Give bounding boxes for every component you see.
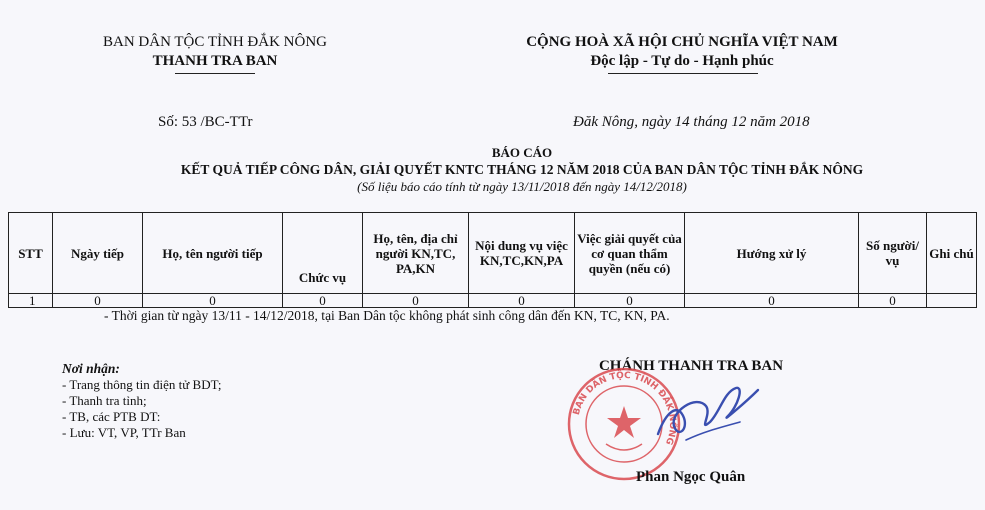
col-authority-resolution: Việc giải quyết của cơ quan thẩm quyền (nếu có) bbox=[575, 213, 685, 294]
recipient-item: - Thanh tra tỉnh; bbox=[62, 393, 147, 408]
cell-handling: 0 bbox=[685, 294, 859, 308]
table-header-row bbox=[9, 213, 977, 294]
col-handling: Hướng xử lý bbox=[685, 213, 859, 294]
col-stt: STT bbox=[9, 213, 53, 294]
report-title: BÁO CÁO bbox=[491, 145, 553, 160]
col-people-cases: Số người/ vụ bbox=[859, 213, 927, 294]
country-name: CỘNG HOÀ XÃ HỘI CHỦ NGHĨA VIỆT NAM bbox=[526, 34, 838, 50]
signer-name: Phan Ngọc Quân bbox=[636, 469, 746, 485]
agency-name: BAN DÂN TỘC TỈNH ĐẮK NÔNG bbox=[102, 34, 328, 50]
cell-case-content: 0 bbox=[469, 294, 575, 308]
recipient-item: - TB, các PTB DT: bbox=[62, 409, 161, 424]
document-number: Số: 53 /BC-TTr bbox=[158, 114, 253, 130]
col-reception-date: Ngày tiếp bbox=[53, 213, 143, 294]
cell-stt: 1 bbox=[9, 294, 53, 308]
cell-authority-resolution: 0 bbox=[575, 294, 685, 308]
signer-title: CHÁNH THANH TRA BAN bbox=[598, 358, 784, 374]
unit-underline bbox=[175, 73, 255, 74]
place-date: Đăk Nông, ngày 14 tháng 12 năm 2018 bbox=[573, 114, 810, 130]
report-table bbox=[8, 212, 977, 308]
recipient-item: - Lưu: VT, VP, TTr Ban bbox=[62, 425, 186, 440]
col-case-content: Nội dung vụ việc KN,TC,KN,PA bbox=[469, 213, 575, 294]
report-note: - Thời gian từ ngày 13/11 - 14/12/2018, tại Ban Dân tộc không phát sinh công dân đến KN, TC, KN, PA. bbox=[104, 308, 670, 323]
col-receiver-name: Họ, tên người tiếp bbox=[143, 213, 283, 294]
cell-complainant: 0 bbox=[363, 294, 469, 308]
recipients-block bbox=[62, 361, 221, 441]
report-period: (Số liệu báo cáo tính từ ngày 13/11/2018 đến ngày 14/12/2018) bbox=[357, 179, 687, 194]
col-notes: Ghi chú bbox=[927, 213, 977, 294]
recipient-item: - Trang thông tin điện tử BDT; bbox=[62, 377, 222, 392]
col-complainant: Họ, tên, địa chỉ người KN,TC, PA,KN bbox=[363, 213, 469, 294]
seal-text: BAN DÂN TỘC TỈNH ĐẮK NÔNG bbox=[571, 370, 678, 446]
report-subtitle: KẾT QUẢ TIẾP CÔNG DÂN, GIẢI QUYẾT KNTC THÁNG 12 NĂM 2018 CỦA BAN DÂN TỘC TỈNH ĐẮK NÔNG bbox=[180, 162, 864, 177]
motto-underline bbox=[608, 73, 758, 74]
cell-notes bbox=[927, 294, 977, 308]
cell-position: 0 bbox=[283, 294, 363, 308]
recipients-heading: Nơi nhận: bbox=[62, 361, 120, 376]
cell-receiver-name: 0 bbox=[143, 294, 283, 308]
col-position: Chức vụ bbox=[283, 213, 363, 294]
cell-reception-date: 0 bbox=[53, 294, 143, 308]
table-row bbox=[9, 294, 977, 308]
unit-name: THANH TRA BAN bbox=[152, 53, 278, 69]
handwritten-signature bbox=[648, 372, 768, 452]
national-motto: Độc lập - Tự do - Hạnh phúc bbox=[590, 53, 774, 69]
cell-people-cases: 0 bbox=[859, 294, 927, 308]
